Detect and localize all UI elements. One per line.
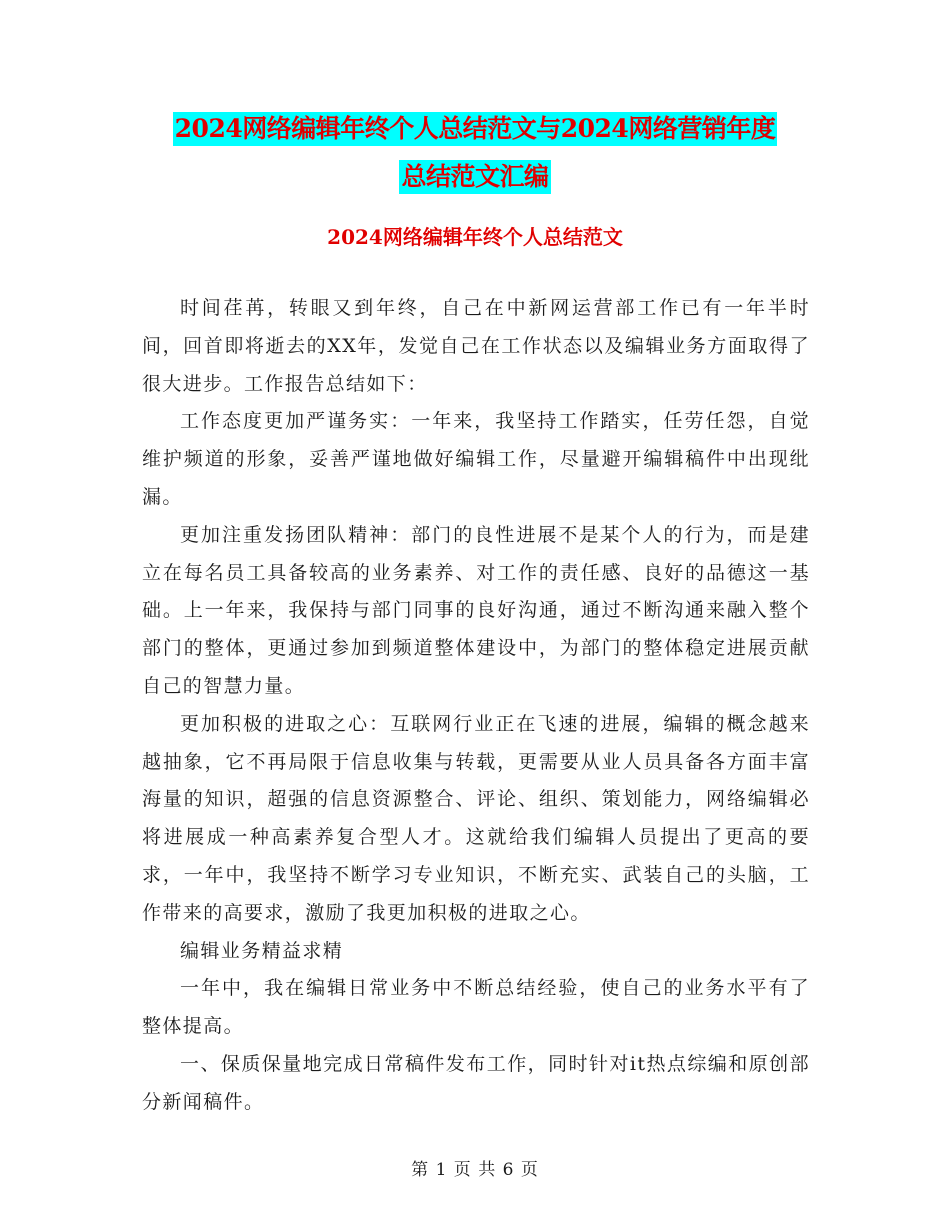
page-number-footer: 第 1 页 共 6 页 bbox=[411, 1160, 539, 1180]
title-line-1: 2024网络编辑年终个人总结范文与2024网络营销年度 bbox=[173, 112, 778, 146]
paragraph: 更加积极的进取之心：互联网行业正在飞速的进展，编辑的概念越来越抽象，它不再局限于信息收集与转载，更需要从业人员具备各方面丰富海量的知识，超强的信息资源整合、评论、组织、策划能力，网络编辑必将进展成一种高素养复合型人才。这就给我们编辑人员提出了更高的要求，一年中，我坚持不断学习专业知识，不断充实、武装自己的头脑，工作带来的高要求，激励了我更加积极的进取之心。 bbox=[142, 712, 810, 924]
paragraph: 时间荏苒，转眼又到年终，自己在中新网运营部工作已有一年半时间，回首即将逝去的XX年，发觉自己在工作状态以及编辑业务方面取得了很大进步。工作报告总结如下： bbox=[142, 297, 810, 395]
paragraph: 一、保质保量地完成日常稿件发布工作，同时针对it热点综编和原创部分新闻稿件。 bbox=[142, 1052, 810, 1113]
title-line-2: 总结范文汇编 bbox=[399, 160, 550, 194]
paragraph: 编辑业务精益求精 bbox=[180, 939, 344, 962]
section-heading: 2024网络编辑年终个人总结范文 bbox=[327, 225, 623, 249]
document-title bbox=[140, 112, 810, 194]
document-body bbox=[142, 290, 810, 1122]
paragraph: 工作态度更加严谨务实：一年来，我坚持工作踏实，任劳任怨，自觉维护频道的形象，妥善严谨地做好编辑工作，尽量避开编辑稿件中出现纰漏。 bbox=[142, 410, 810, 508]
paragraph: 更加注重发扬团队精神：部门的良性进展不是某个人的行为，而是建立在每名员工具备较高的业务素养、对工作的责任感、良好的品德这一基础。上一年来，我保持与部门同事的良好沟通，通过不断沟通来融入整个部门的整体，更通过参加到频道整体建设中，为部门的整体稳定进展贡献自己的智慧力量。 bbox=[142, 523, 810, 697]
paragraph: 一年中，我在编辑日常业务中不断总结经验，使自己的业务水平有了整体提高。 bbox=[142, 977, 810, 1038]
